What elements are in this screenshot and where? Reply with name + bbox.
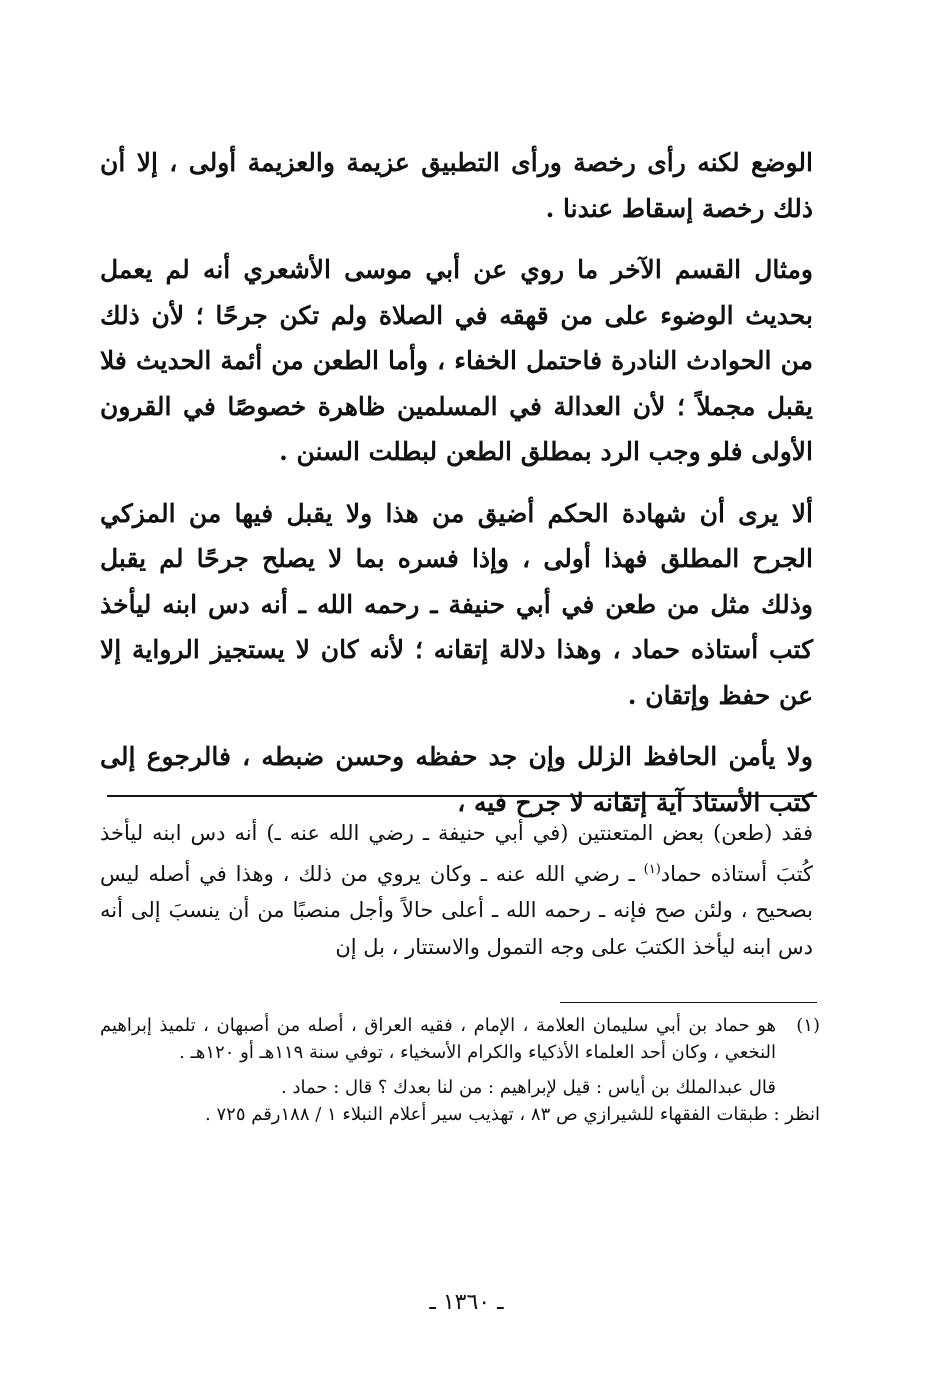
main-text <box>100 140 813 825</box>
main-paragraph-1: الوضع لكنه رأى رخصة ورأى التطبيق عزيمة والعزيمة أولى ، إلا أن ذلك رخصة إسقاط عندنا . <box>100 148 813 223</box>
footnote-1-line-3: انظر : طبقات الفقهاء للشيرازي ص ٨٣ ، تهذيب سير أعلام النبلاء ١ / ١٨٨رقم ٧٢٥ . <box>205 1104 820 1125</box>
footnote-separator-short <box>560 1002 817 1003</box>
main-paragraph-4: ولا يأمن الحافظ الزلل وإن جد حفظه وحسن ضبطه ، فالرجوع إلى كتب الأستاذ آية إتقانه لا جرح فيه ، <box>100 742 813 817</box>
footnote-continuation-paragraph <box>100 815 813 965</box>
footnote-continuation <box>100 815 813 965</box>
footnote-reference-marker: (١) <box>643 861 661 877</box>
footnote-text-before-ref: فقد (طعن) بعض المتعنتين (في أبي حنيفة ـ رضي الله عنه ـ) أنه دس ابنه ليأخذ كُتبَ أستاذه حماد <box>100 821 814 886</box>
footnote-separator-long <box>107 795 817 797</box>
footnote-text-after-ref: ـ رضي الله عنه ـ وكان يروي من ذلك ، وهذا في أصله ليس بصحيح ، ولئن صح فإنه ـ رحمه الله ـ أعلى حالاً وأجل منصبًا من أن ينسبَ إلى أنه دس ابنه ليأخذ الكتبَ على وجه التمول والاستتار ، بل إن <box>100 861 813 959</box>
page-number: ـ ١٣٦٠ ـ <box>429 1290 504 1315</box>
footnote-1-body <box>100 1012 776 1101</box>
main-paragraph-2: ومثال القسم الآخر ما روي عن أبي موسى الأشعري أنه لم يعمل بحديث الوضوء على من قهقه في الصلاة ولم تكن جرحًا ؛ لأن ذلك من الحوادث النادرة فاحتمل الخفاء ، وأما الطعن من أئمة الحديث فلا يقبل مجملاً ؛ لأن العدالة في المسلمين ظاهرة خصوصًا في القرون الأولى فلو وجب الرد بمطلق الطعن لبطلت السنن . <box>100 255 813 466</box>
footnote-1 <box>100 1012 820 1101</box>
footnote-1-line-2: قال عبدالملك بن أياس : قيل لإبراهيم : من لنا بعدك ؟ قال : حماد . <box>281 1077 776 1098</box>
footnotes <box>100 1012 820 1128</box>
footnote-1-number: (١) <box>796 1015 820 1036</box>
main-paragraph-3: ألا يرى أن شهادة الحكم أضيق من هذا ولا يقبل فيها من المزكي الجرح المطلق فهذا أولى ، وإذا فسره بما لا يصلح جرحًا لم يقبل وذلك مثل من طعن في أبي حنيفة ـ رحمه الله ـ أنه دس ابنه ليأخذ كتب أستاذه حماد ، وهذا دلالة إتقانه ؛ لأنه كان لا يستجيز الرواية إلا عن حفظ وإتقان . <box>100 498 813 710</box>
footnote-1-line-1: هو حماد بن أبي سليمان العلامة ، الإمام ، فقيه العراق ، أصله من أصبهان ، تلميذ إبراهيم النخعي ، وكان أحد العلماء الأذكياء والكرام الأسخياء ، توفي سنة ١١٩هـ أو ١٢٠هـ . <box>100 1015 776 1063</box>
